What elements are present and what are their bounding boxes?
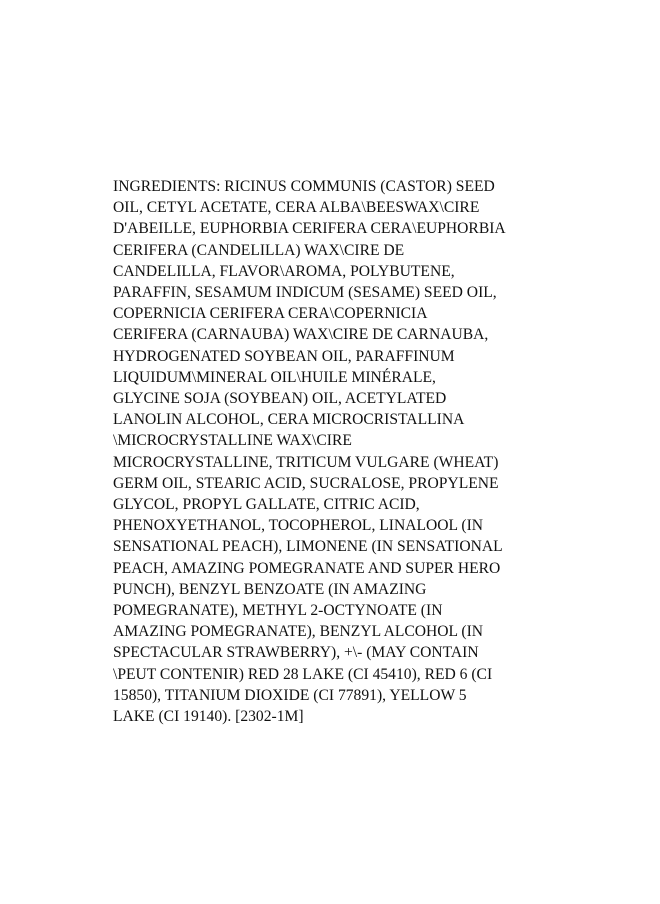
ingredients-line: CANDELILLA, FLAVOR\AROMA, POLYBUTENE, bbox=[113, 262, 455, 280]
ingredients-line: PEACH, AMAZING POMEGRANATE AND SUPER HERO bbox=[113, 559, 501, 577]
ingredients-line: PHENOXYETHANOL, TOCOPHEROL, LINALOOL (IN bbox=[113, 517, 484, 535]
ingredients-line: SENSATIONAL PEACH), LIMONENE (IN SENSATIONAL bbox=[113, 538, 503, 556]
ingredients-line: LAKE (CI 19140). [2302-1M] bbox=[113, 708, 304, 726]
ingredients-line: AMAZING POMEGRANATE), BENZYL ALCOHOL (IN bbox=[113, 623, 484, 641]
ingredients-line: POMEGRANATE), METHYL 2-OCTYNOATE (IN bbox=[113, 602, 443, 620]
ingredients-line: LANOLIN ALCOHOL, CERA MICROCRISTALLINA bbox=[113, 411, 465, 429]
ingredients-line: OIL, CETYL ACETATE, CERA ALBA\BEESWAX\CIRE bbox=[113, 199, 480, 217]
ingredients-line: GLYCINE SOJA (SOYBEAN) OIL, ACETYLATED bbox=[113, 390, 447, 408]
ingredients-line: D'ABEILLE, EUPHORBIA CERIFERA CERA\EUPHORBIA bbox=[113, 220, 506, 238]
ingredients-line: INGREDIENTS: RICINUS COMMUNIS (CASTOR) SEED bbox=[113, 178, 495, 195]
ingredients-text bbox=[113, 176, 553, 727]
ingredients-line: \MICROCRYSTALLINE WAX\CIRE bbox=[113, 432, 352, 450]
ingredients-line: HYDROGENATED SOYBEAN OIL, PARAFFINUM bbox=[113, 347, 455, 365]
ingredients-line: MICROCRYSTALLINE, TRITICUM VULGARE (WHEAT) bbox=[113, 453, 499, 471]
ingredients-line: SPECTACULAR STRAWBERRY), +\- (MAY CONTAIN bbox=[113, 644, 479, 662]
ingredients-line: PARAFFIN, SESAMUM INDICUM (SESAME) SEED OIL, bbox=[113, 284, 497, 302]
ingredients-line: CERIFERA (CARNAUBA) WAX\CIRE DE CARNAUBA, bbox=[113, 326, 489, 344]
ingredients-line: GERM OIL, STEARIC ACID, SUCRALOSE, PROPYLENE bbox=[113, 474, 499, 492]
ingredients-line: \PEUT CONTENIR) RED 28 LAKE (CI 45410), RED 6 (CI bbox=[113, 665, 493, 683]
ingredients-line: CERIFERA (CANDELILLA) WAX\CIRE DE bbox=[113, 241, 405, 259]
ingredients-line: GLYCOL, PROPYL GALLATE, CITRIC ACID, bbox=[113, 496, 420, 514]
ingredients-line: PUNCH), BENZYL BENZOATE (IN AMAZING bbox=[113, 580, 427, 598]
ingredients-line: LIQUIDUM\MINERAL OIL\HUILE MINÉRALE, bbox=[113, 368, 436, 386]
ingredients-line: COPERNICIA CERIFERA CERA\COPERNICIA bbox=[113, 305, 428, 323]
ingredients-line: 15850), TITANIUM DIOXIDE (CI 77891), YELLOW 5 bbox=[113, 686, 467, 704]
